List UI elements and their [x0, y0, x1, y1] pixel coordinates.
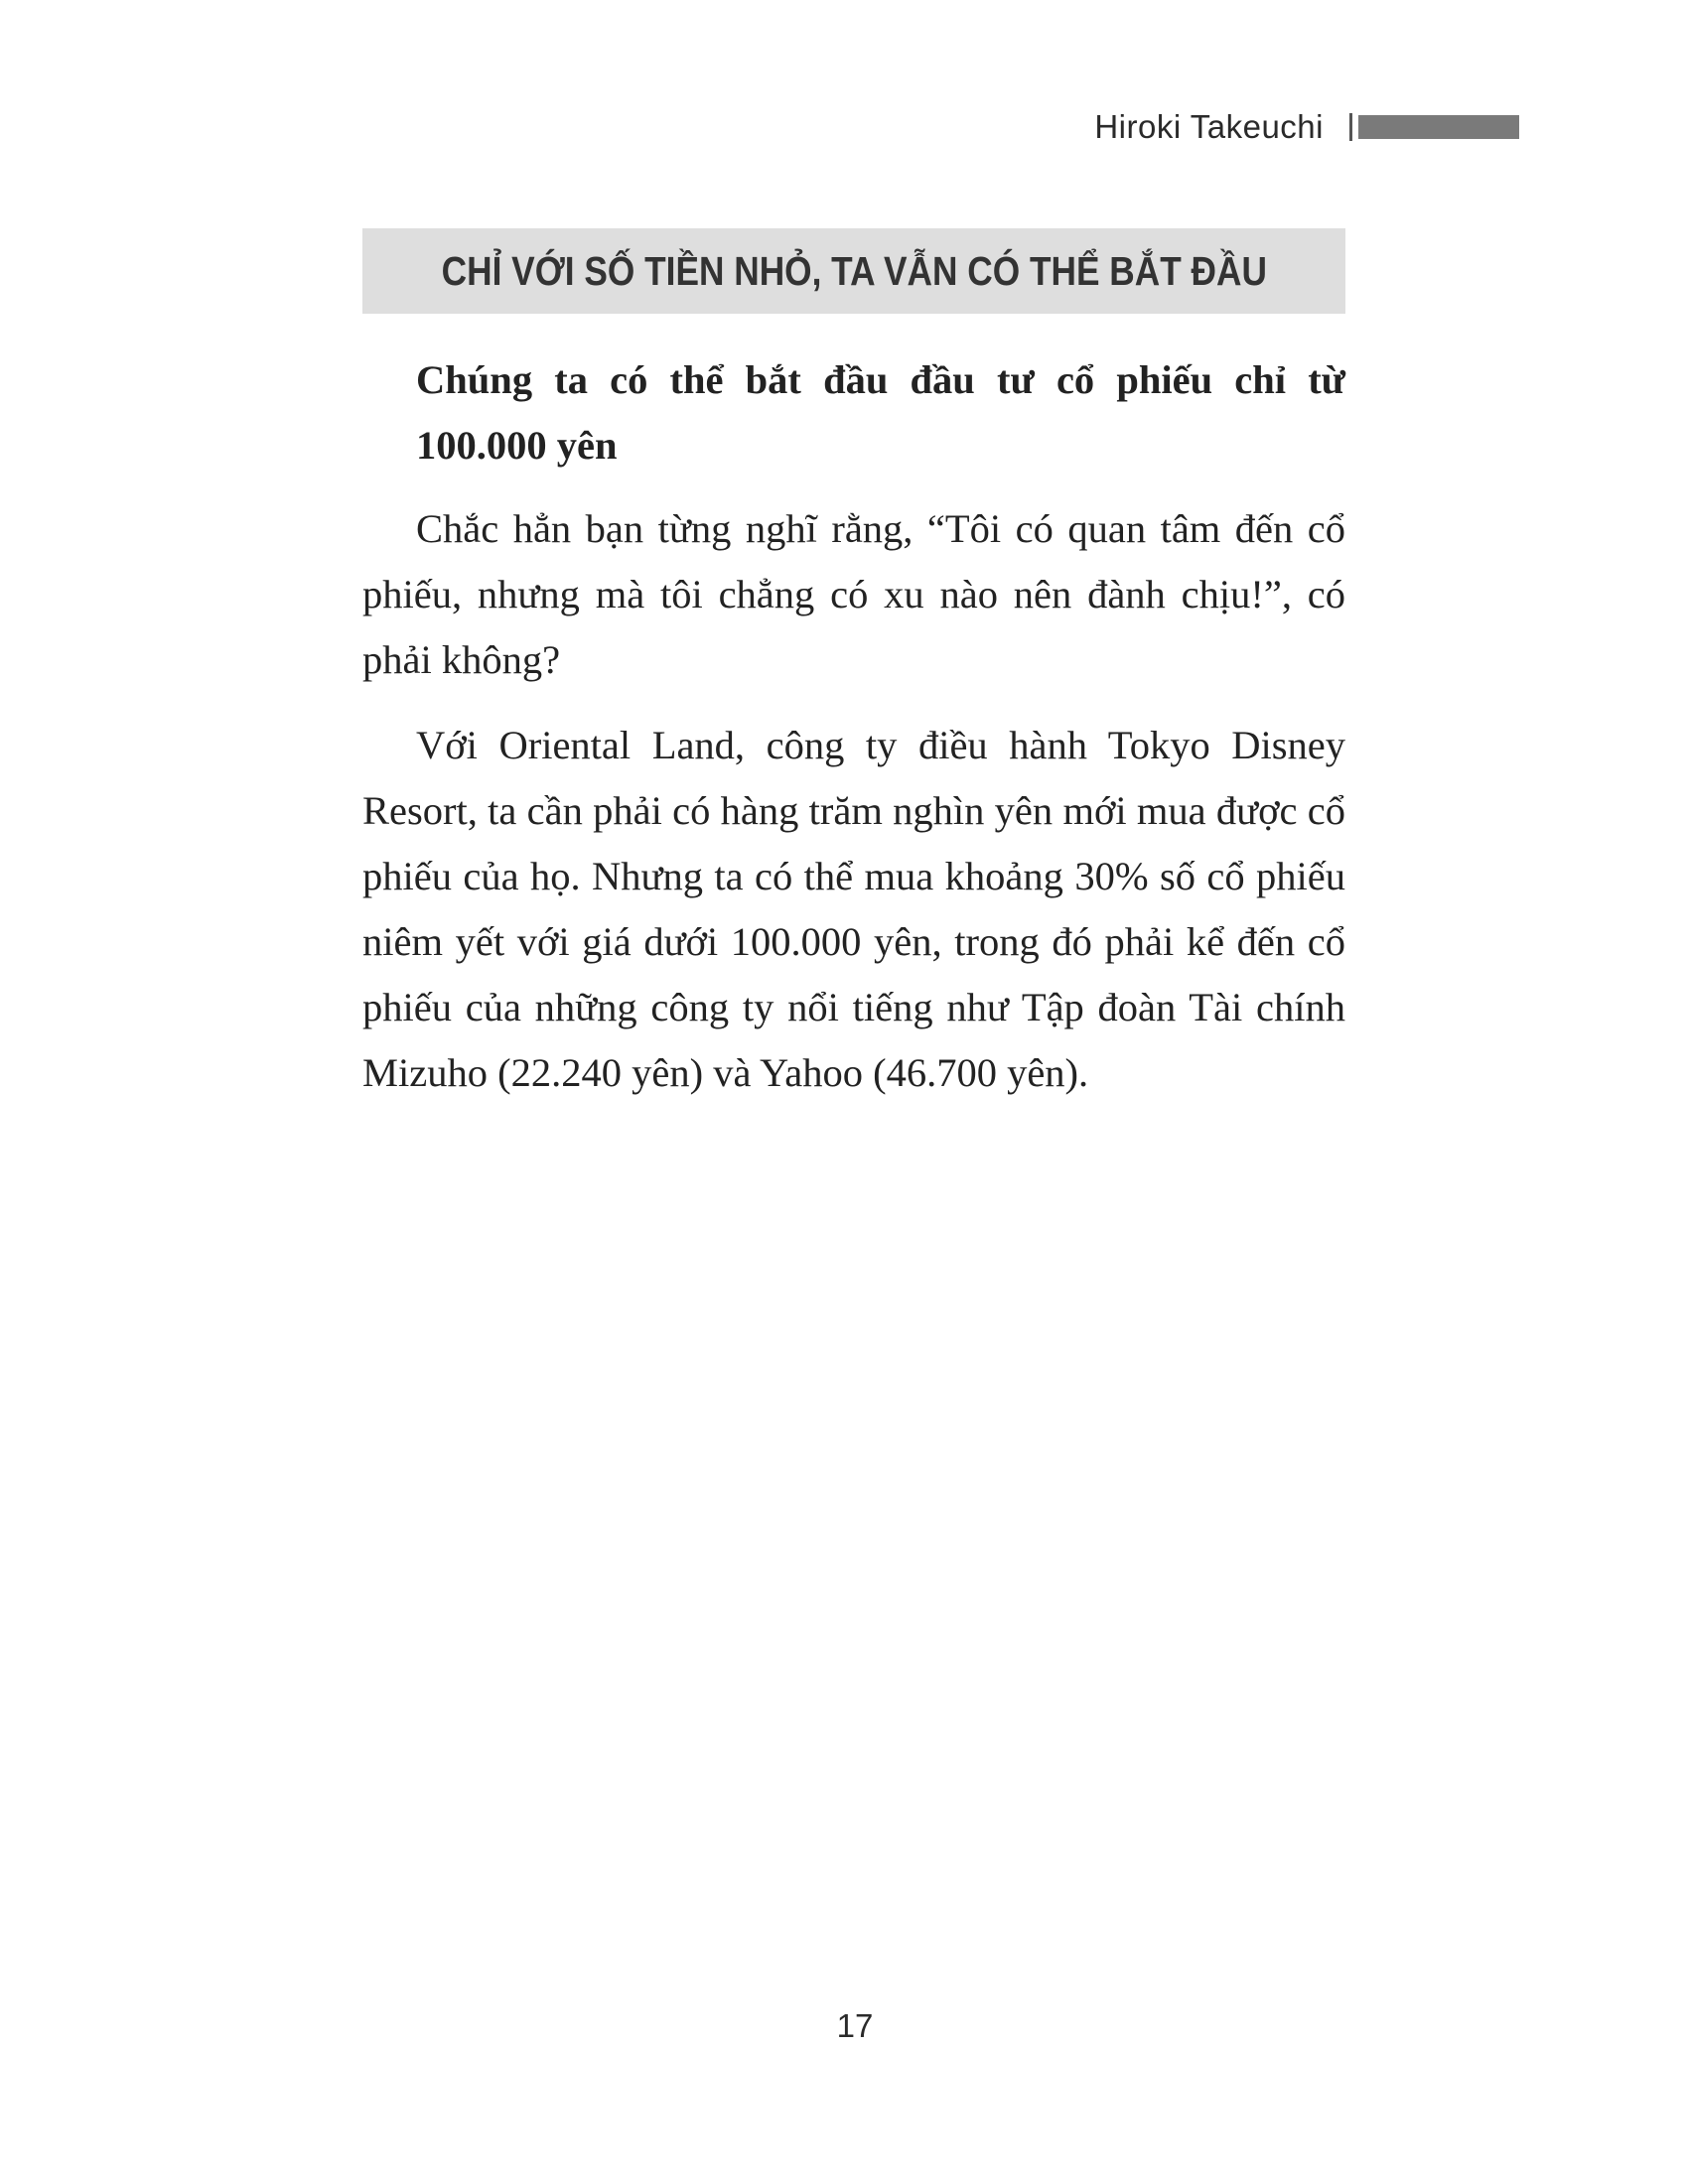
- section-title: CHỈ VỚI SỐ TIỀN NHỎ, TA VẪN CÓ THỂ BẮT ĐẦU: [441, 247, 1267, 294]
- paragraph-1: Chắc hẳn bạn từng nghĩ rằng, “Tôi có quan tâm đến cổ phiếu, nhưng mà tôi chẳng có xu nào nên đành chịu!”, có phải không?: [362, 506, 1345, 682]
- body-content: [362, 347, 1345, 1126]
- running-header: [1094, 107, 1519, 147]
- section-title-box: [362, 228, 1345, 314]
- author-name: Hiroki Takeuchi: [1094, 108, 1324, 145]
- header-decorative-bar: [1358, 115, 1519, 139]
- page-number: 17: [836, 2007, 874, 2044]
- header-divider: [1349, 113, 1352, 141]
- subheading: Chúng ta có thể bắt đầu đầu tư cổ phiếu chỉ từ 100.000 yên: [416, 357, 1345, 468]
- paragraph-2: Với Oriental Land, công ty điều hành Tokyo Disney Resort, ta cần phải có hàng trăm nghìn yên mới mua được cổ phiếu của họ. Nhưng ta có thể mua khoảng 30% số cổ phiếu niêm yết với giá dưới 100.000 yên, trong đó phải kể đến cổ phiếu của những công ty nổi tiếng như Tập đoàn Tài chính Mizuho (22.240 yên) và Yahoo (46.700 yên).: [362, 723, 1345, 1095]
